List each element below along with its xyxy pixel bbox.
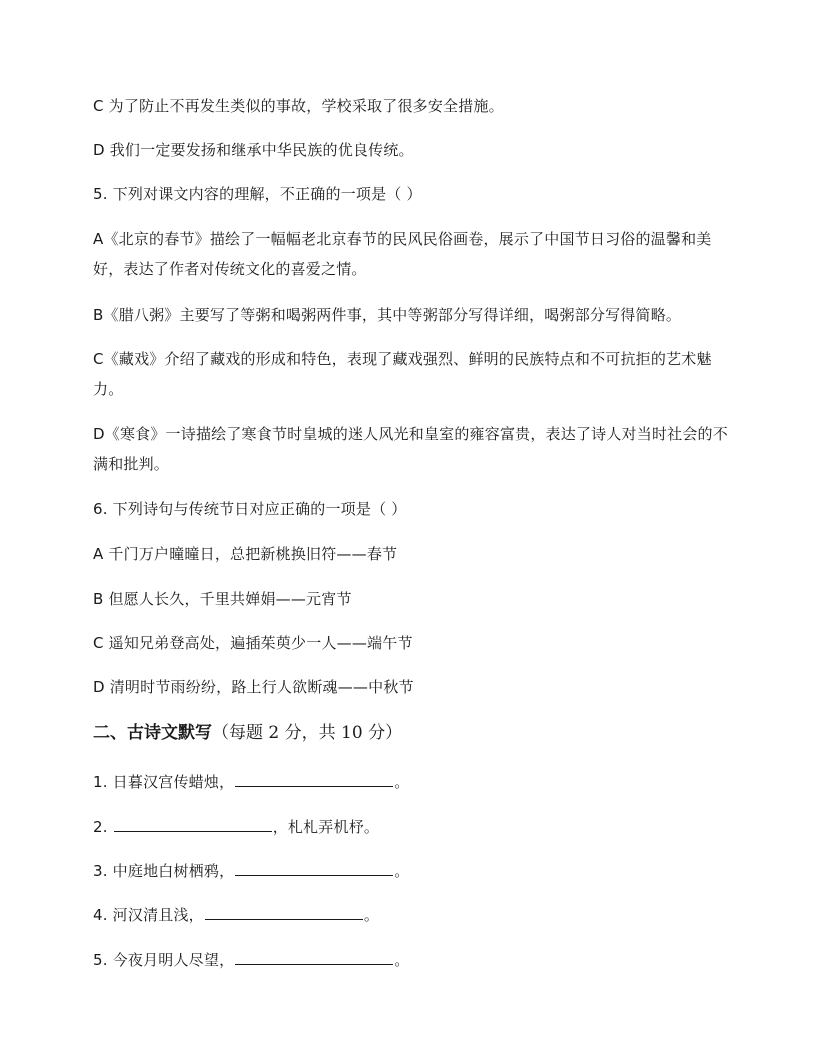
fill-text-after: 。	[394, 862, 410, 880]
question-6-stem: 6. 下列诗句与传统节日对应正确的一项是（ ）	[93, 500, 407, 518]
question-6-option-d: D 清明时节雨纷纷，路上行人欲断魂——中秋节	[93, 678, 414, 696]
fill-question-1	[93, 767, 733, 797]
fill-question-5	[93, 945, 733, 975]
section-2-title: 二、古诗文默写	[93, 723, 212, 743]
fill-question-2	[93, 812, 733, 842]
question-5-option-b: B《腊八粥》主要写了等粥和喝粥两件事，其中等粥部分写得详细，喝粥部分写得简略。	[93, 306, 682, 324]
fill-text-before: 4. 河汉清且浅，	[93, 906, 204, 924]
fill-question-4	[93, 900, 733, 930]
question-5-stem: 5. 下列对课文内容的理解，不正确的一项是（ ）	[93, 185, 422, 203]
question-5-option-a: A《北京的春节》描绘了一幅幅老北京春节的民风民俗画卷，展示了中国节日习俗的温馨和美好，表达了作者对传统文化的喜爱之情。	[93, 230, 712, 278]
section-2-score-note: （每题 2 分，共 10 分）	[212, 723, 403, 743]
fill-text-after: 。	[394, 773, 410, 791]
fill-text-after: 。	[394, 951, 410, 969]
answer-blank[interactable]	[205, 901, 363, 920]
option-c-q4: C 为了防止不再发生类似的事故，学校采取了很多安全措施。	[93, 97, 504, 115]
answer-blank[interactable]	[235, 857, 393, 876]
answer-blank[interactable]	[235, 946, 393, 965]
section-2-heading	[93, 718, 402, 748]
answer-blank[interactable]	[235, 768, 393, 787]
question-6-option-b: B 但愿人长久，千里共婵娟——元宵节	[93, 590, 352, 608]
answer-blank[interactable]	[114, 813, 272, 832]
question-6-option-c: C 遥知兄弟登高处，遍插茱萸少一人——端午节	[93, 634, 413, 652]
fill-question-3	[93, 856, 733, 886]
fill-text-before: 1. 日暮汉宫传蜡烛，	[93, 773, 235, 791]
fill-text-before: 5. 今夜月明人尽望，	[93, 951, 235, 969]
fill-text-before: 2.	[93, 818, 113, 836]
fill-text-before: 3. 中庭地白树栖鸦，	[93, 862, 235, 880]
question-5-option-d: D《寒食》一诗描绘了寒食节时皇城的迷人风光和皇室的雍容富贵，表达了诗人对当时社会的不满和批判。	[93, 425, 728, 473]
question-6-option-a: A 千门万户曈曈日，总把新桃换旧符——春节	[93, 545, 398, 563]
fill-text-after: ，札札弄机杼。	[272, 818, 380, 836]
question-5-option-c: C《藏戏》介绍了藏戏的形成和特色，表现了藏戏强烈、鲜明的民族特点和不可抗拒的艺术魅力。	[93, 350, 712, 398]
fill-text-after: 。	[363, 906, 380, 924]
option-d-q4: D 我们一定要发扬和继承中华民族的优良传统。	[93, 141, 414, 159]
